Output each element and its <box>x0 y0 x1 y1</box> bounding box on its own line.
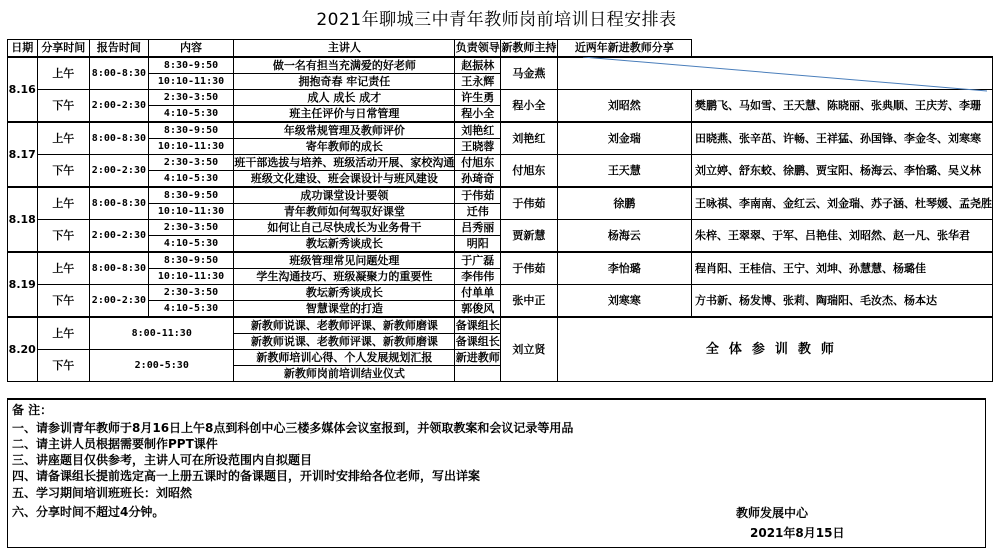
date-cell: 8.18 <box>8 187 38 252</box>
content-cell: 新教师培训心得、个人发展规划汇报 <box>234 350 455 366</box>
schedule-row <box>8 122 993 139</box>
report-time: 2:30-3:50 <box>148 220 234 236</box>
issuing-org: 教师发展中心 <box>736 506 809 520</box>
speaker-cell: 郭俊风 <box>455 301 501 318</box>
report-time: 8:30-9:50 <box>148 187 234 204</box>
share-time: 8:00-8:30 <box>90 252 149 285</box>
period-label: 上午 <box>37 317 90 350</box>
period-label: 下午 <box>37 350 90 382</box>
speaker-cell: 备课组长 <box>455 334 500 348</box>
note-4: 四、请备课组长提前选定高一上册五课时的备课题目，开训时安排给各位老师，写出详案 <box>12 469 481 483</box>
sharing-cell: 朱梓、王翠翠、于军、吕艳佳、刘昭然、赵一凡、张华君 <box>692 220 993 253</box>
sharing-cell: 程肖阳、王桂信、王宁、刘坤、孙慧慧、杨璐佳 <box>692 252 993 285</box>
share-time: 2:00-2:30 <box>90 155 149 188</box>
period-label: 上午 <box>37 187 90 220</box>
schedule-row <box>8 285 993 301</box>
date-cell: 8.17 <box>8 122 38 187</box>
host-cell: 王天慧 <box>557 155 691 188</box>
diagonal-line <box>583 57 987 93</box>
share-time: 8:00-8:30 <box>90 122 149 155</box>
speaker-cell: 程小全 <box>455 106 501 123</box>
header-host: 新教师主持 <box>501 40 558 58</box>
content-cell: 成人 成长 成才 <box>234 90 455 106</box>
report-time: 8:30-9:50 <box>148 57 234 74</box>
period-label: 上午 <box>37 57 90 90</box>
notes-heading: 备 注： <box>12 403 53 417</box>
report-time: 8:30-9:50 <box>148 252 234 269</box>
content-cell: 教坛新秀谈成长 <box>234 236 455 253</box>
host-cell: 刘金瑞 <box>557 122 691 155</box>
sharing-cell: 全体参训教师 <box>557 317 992 382</box>
report-time: 2:30-3:50 <box>148 155 234 171</box>
content-cell: 成功课堂设计要领 <box>234 187 455 204</box>
host-cell: 刘昭然 <box>557 90 691 123</box>
note-1: 一、请参训青年教师于8月16日上午8点到科创中心三楼多媒体会议室报到，并领取教案和会议记录等用品 <box>12 421 574 435</box>
content-cell: 做一名有担当充满爱的好老师 <box>234 57 455 74</box>
report-time: 4:10-5:30 <box>148 171 234 188</box>
content-cell: 如何让自己尽快成长为业务骨干 <box>234 220 455 236</box>
schedule-row <box>8 187 993 204</box>
content-cell: 智慧课堂的打造 <box>234 301 455 318</box>
sharing-cell: 方书新、杨发博、张莉、陶瑞阳、毛汝杰、杨本达 <box>692 285 993 318</box>
header-report-time: 报告时间 <box>90 40 149 58</box>
schedule-row <box>8 220 993 236</box>
report-time: 2:30-3:50 <box>148 285 234 301</box>
schedule-row <box>8 317 993 334</box>
sharing-cell: 刘立婷、舒东蛟、徐鹏、贾宝阳、杨海云、李怡璐、吴义林 <box>692 155 993 188</box>
content-cell: 拥抱奇春 牢记责任 <box>234 74 455 90</box>
speaker-cell: 王永辉 <box>455 74 501 90</box>
note-6: 六、分享时间不超过4分钟。 <box>12 505 165 519</box>
leader-cell: 于伟茹 <box>501 252 558 285</box>
host-cell: 刘寒寒 <box>557 285 691 318</box>
host-cell: 杨海云 <box>557 220 691 253</box>
header-share-time: 分享时间 <box>37 40 90 58</box>
share-time: 2:00-2:30 <box>90 90 149 123</box>
share-time: 8:00-8:30 <box>90 187 149 220</box>
leader-cell: 贾新慧 <box>501 220 558 253</box>
content-cell: 新教师说课、老教师评课、新教师磨课 <box>234 334 455 350</box>
report-time: 10:10-11:30 <box>148 204 234 220</box>
header-date: 日期 <box>8 40 38 58</box>
host-cell: 李怡璐 <box>557 252 691 285</box>
report-time: 8:30-9:50 <box>148 122 234 139</box>
speaker-cell: 明阳 <box>455 236 501 253</box>
content-cell: 年级常规管理及教师评价 <box>234 122 455 139</box>
share-time: 8:00-11:30 <box>90 317 234 350</box>
speaker-cell: 刘艳红 <box>455 122 501 139</box>
note-2: 二、请主讲人员根据需要制作PPT课件 <box>12 437 218 451</box>
report-time: 10:10-11:30 <box>148 74 234 90</box>
speaker-cell: 吕秀丽 <box>455 220 501 236</box>
date-cell: 8.16 <box>8 57 38 122</box>
leader-cell: 马金燕 <box>501 57 558 90</box>
speaker-cell: 付旭东 <box>455 155 501 171</box>
content-cell: 班级文化建设、班会课设计与班风建设 <box>234 171 455 188</box>
notes-section <box>7 398 986 548</box>
period-label: 上午 <box>37 252 90 285</box>
speaker-cell: 于广磊 <box>455 252 501 269</box>
schedule-row <box>8 155 993 171</box>
period-label: 下午 <box>37 90 90 123</box>
speaker-cell: 新进教师 <box>455 350 500 364</box>
leader-cell: 刘立贤 <box>501 317 558 382</box>
report-time: 4:10-5:30 <box>148 301 234 318</box>
share-time: 2:00-2:30 <box>90 285 149 318</box>
speaker-cell: 孙琦奇 <box>455 171 501 188</box>
date-cell: 8.20 <box>8 317 38 382</box>
leader-cell: 程小全 <box>501 90 558 123</box>
leader-cell: 刘艳红 <box>501 122 558 155</box>
speaker-cell: 迁伟 <box>455 204 501 220</box>
content-cell: 青年教师如何驾驭好课堂 <box>234 204 455 220</box>
period-label: 上午 <box>37 122 90 155</box>
content-cell: 班干部选拔与培养、班级活动开展、家校沟通 <box>234 155 455 169</box>
host-cell: 徐鹏 <box>557 187 691 220</box>
sharing-cell: 樊鹏飞、马如雪、王天慧、陈晓丽、张典顺、王庆芳、李珊 <box>692 90 993 123</box>
content-cell: 新教师岗前培训结业仪式 <box>234 366 455 382</box>
share-time: 8:00-8:30 <box>90 57 149 90</box>
header-content: 内容 <box>148 40 234 58</box>
report-time: 4:10-5:30 <box>148 236 234 253</box>
date-cell: 8.19 <box>8 252 38 317</box>
content-cell: 寄年教师的成长 <box>234 139 455 155</box>
sharing-cell: 田晓燕、张辛茁、许畅、王祥猛、孙国锋、李金冬、刘寒寒 <box>692 122 993 155</box>
report-time: 10:10-11:30 <box>148 269 234 285</box>
header-row <box>8 40 993 58</box>
period-label: 下午 <box>37 220 90 253</box>
speaker-cell: 许生勇 <box>455 90 501 106</box>
content-cell: 教坛新秀谈成长 <box>234 285 455 301</box>
speaker-cell: 王晓蓉 <box>455 139 501 155</box>
speaker-cell: 李伟伟 <box>455 269 501 285</box>
note-5: 五、学习期间培训班班长：刘昭然 <box>12 486 193 500</box>
content-cell: 学生沟通技巧、班级凝聚力的重要性 <box>234 269 455 285</box>
speaker-cell: 备课组长 <box>455 318 500 332</box>
header-leader: 负责领导 <box>455 40 501 58</box>
report-time: 4:10-5:30 <box>148 106 234 123</box>
header-speaker: 主讲人 <box>234 40 455 58</box>
leader-cell: 付旭东 <box>501 155 558 188</box>
leader-cell: 于伟茹 <box>501 187 558 220</box>
speaker-cell: 于伟茹 <box>455 187 501 204</box>
period-label: 下午 <box>37 285 90 318</box>
share-time: 2:00-2:30 <box>90 220 149 253</box>
share-time: 2:00-5:30 <box>90 350 234 382</box>
content-cell: 新教师说课、老教师评课、新教师磨课 <box>234 317 455 334</box>
period-label: 下午 <box>37 155 90 188</box>
leader-cell: 张中正 <box>501 285 558 318</box>
note-3: 三、讲座题目仅供参考，主讲人可在所设范围内自拟题目 <box>12 453 313 467</box>
content-cell: 班级管理常见问题处理 <box>234 252 455 269</box>
sharing-cell: 王咏祺、李南南、金红云、刘金瑞、苏子涵、杜琴媛、孟尧胜 <box>692 187 993 220</box>
speaker-cell: 赵振林 <box>455 57 501 74</box>
page-title: 2021年聊城三中青年教师岗前培训日程安排表 <box>316 10 677 30</box>
content-cell: 班主任评价与日常管理 <box>234 106 455 123</box>
report-time: 2:30-3:50 <box>148 90 234 106</box>
issue-date: 2021年8月15日 <box>750 526 845 540</box>
schedule-row <box>8 252 993 269</box>
speaker-cell: 付单单 <box>455 285 501 301</box>
speaker-cell <box>455 366 501 382</box>
header-sharing: 近两年新进教师分享 <box>557 40 691 58</box>
report-time: 10:10-11:30 <box>148 139 234 155</box>
